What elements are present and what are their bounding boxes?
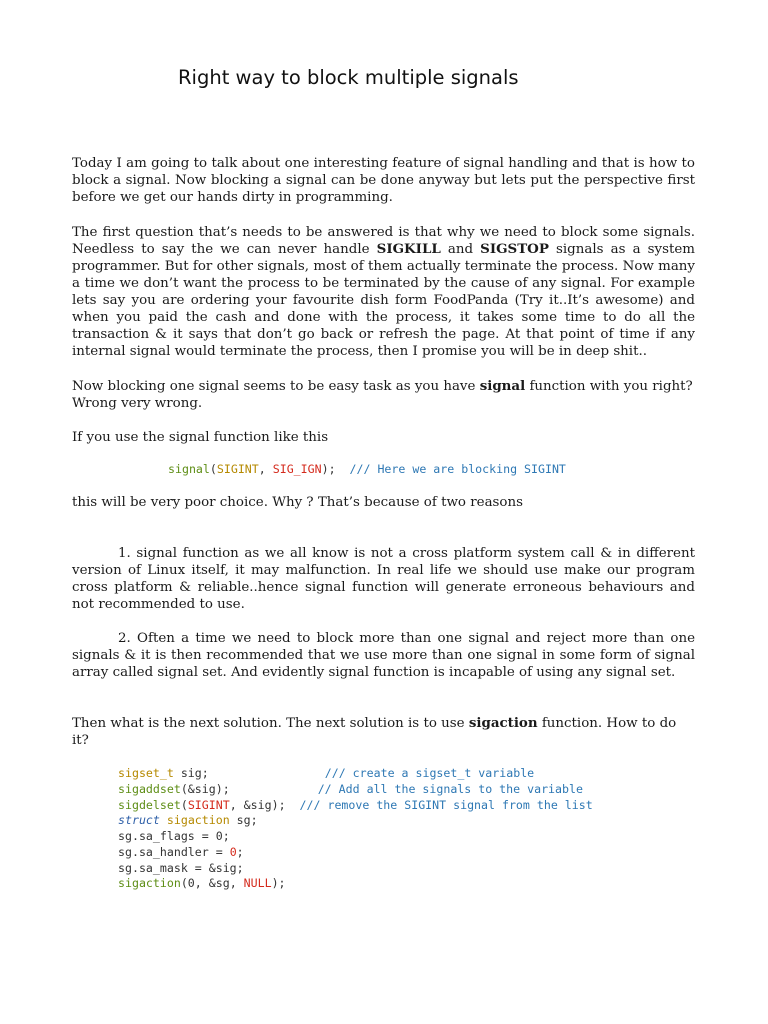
code-line	[118, 845, 593, 861]
code-line	[118, 766, 593, 782]
signal-paragraph-text-2: function with you right? Wrong very wrong.	[72, 379, 693, 411]
next-solution-text-2: function. How to do it?	[72, 716, 677, 748]
code-comment: // Add all the signals to the variable	[317, 781, 583, 796]
code-text: sig;	[173, 766, 209, 780]
code-line: sg.sa_flags = 0;	[118, 829, 230, 843]
code-sigint-arg: SIGINT	[187, 797, 230, 812]
code-comment: /// create a sigset_t variable	[324, 766, 535, 780]
code-sigint-arg: SIGINT	[216, 462, 259, 476]
code-comment: /// Here we are blocking SIGINT	[349, 462, 566, 476]
signal-paragraph-text-1: Now blocking one signal seems to be easy task as you have	[72, 379, 480, 394]
why-block-and: and	[440, 242, 481, 257]
next-solution-paragraph	[72, 715, 695, 749]
code-text: (0, &sg,	[180, 876, 244, 891]
why-block-text-1: The first question that’s needs to be answered is that why we need to block some signals. Needless to say the we can never handle	[72, 225, 695, 257]
code-null-value: NULL	[243, 876, 272, 891]
signal-code-snippet	[168, 462, 566, 478]
code-paren: (	[180, 797, 188, 812]
reason-2: 2. Often a time we need to block more than one signal and reject more than one signals & it is then recommended that we use more than one signal in some form of signal array called signal set. And evidently signal function is incapable of using any signal set.	[72, 631, 695, 680]
usage-intro-paragraph: If you use the signal function like this	[72, 430, 329, 445]
why-block-text-2: signals as a system programmer. But for other signals, most of them actually terminate the process. Now many a time we don’t want the process to be terminated by the cause of any signal. For example lets say you are ordering your favourite dish form FoodPanda (Try it..It’s awesome) and when you paid the cash and done with the process, it takes some time to do all the transaction & it says that don’t go back or refresh the page. At that point of time if any internal signal would terminate the process, then I promise you will be in deep shit..	[72, 242, 695, 359]
code-comment: /// remove the SIGINT signal from the list	[299, 797, 593, 812]
code-sigdelset-fn: sigdelset	[118, 797, 181, 812]
code-struct-keyword: struct	[118, 813, 160, 828]
sigstop-term: SIGSTOP	[480, 241, 549, 257]
poor-choice-paragraph: this will be very poor choice. Why ? That’s because of two reasons	[72, 495, 523, 510]
signal-function-paragraph	[72, 378, 695, 412]
code-sigaction-type: sigaction	[166, 813, 230, 828]
code-text: );	[271, 876, 286, 891]
code-text: , &sig);	[229, 797, 286, 812]
page-title: Right way to block multiple signals	[178, 66, 519, 89]
code-line	[118, 798, 593, 814]
signal-term: signal	[479, 378, 526, 394]
code-close: );	[321, 462, 350, 476]
code-signal-fn: signal	[168, 462, 210, 476]
sigkill-term: SIGKILL	[376, 241, 441, 257]
reason-1: 1. signal function as we all know is not a cross platform system call & in different version of Linux itself, it may malfunction. In real life we should use make our program cross platform & reliable..hence signal function will generate erroneous behaviours and not recommended to use.	[72, 546, 695, 612]
sigaction-code-block	[118, 766, 593, 892]
code-line	[118, 813, 593, 829]
code-line	[118, 782, 593, 798]
next-solution-text-1: Then what is the next solution. The next solution is to use	[72, 716, 469, 731]
code-sigset-type: sigset_t	[118, 766, 174, 780]
code-comma: ,	[258, 462, 273, 476]
why-block-paragraph	[72, 224, 695, 360]
code-line	[118, 876, 593, 892]
code-text: (&sig);	[180, 781, 230, 796]
code-text: sg.sa_handler =	[118, 844, 230, 859]
code-text: sg;	[229, 813, 258, 828]
intro-paragraph: Today I am going to talk about one interesting feature of signal handling and that is how to block a signal. Now blocking a signal can be done anyway but lets put the perspective first before we get our hands dirty in programming.	[72, 156, 695, 205]
code-sigaddset-fn: sigaddset	[118, 781, 181, 796]
code-sigaction-fn: sigaction	[118, 876, 181, 891]
code-zero-value: 0	[229, 844, 237, 859]
code-paren: (	[209, 462, 217, 476]
code-sig-ign-arg: SIG_IGN	[272, 462, 322, 476]
code-text: ;	[236, 844, 244, 859]
sigaction-term: sigaction	[468, 715, 538, 731]
code-line: sg.sa_mask = &sig;	[118, 860, 244, 875]
